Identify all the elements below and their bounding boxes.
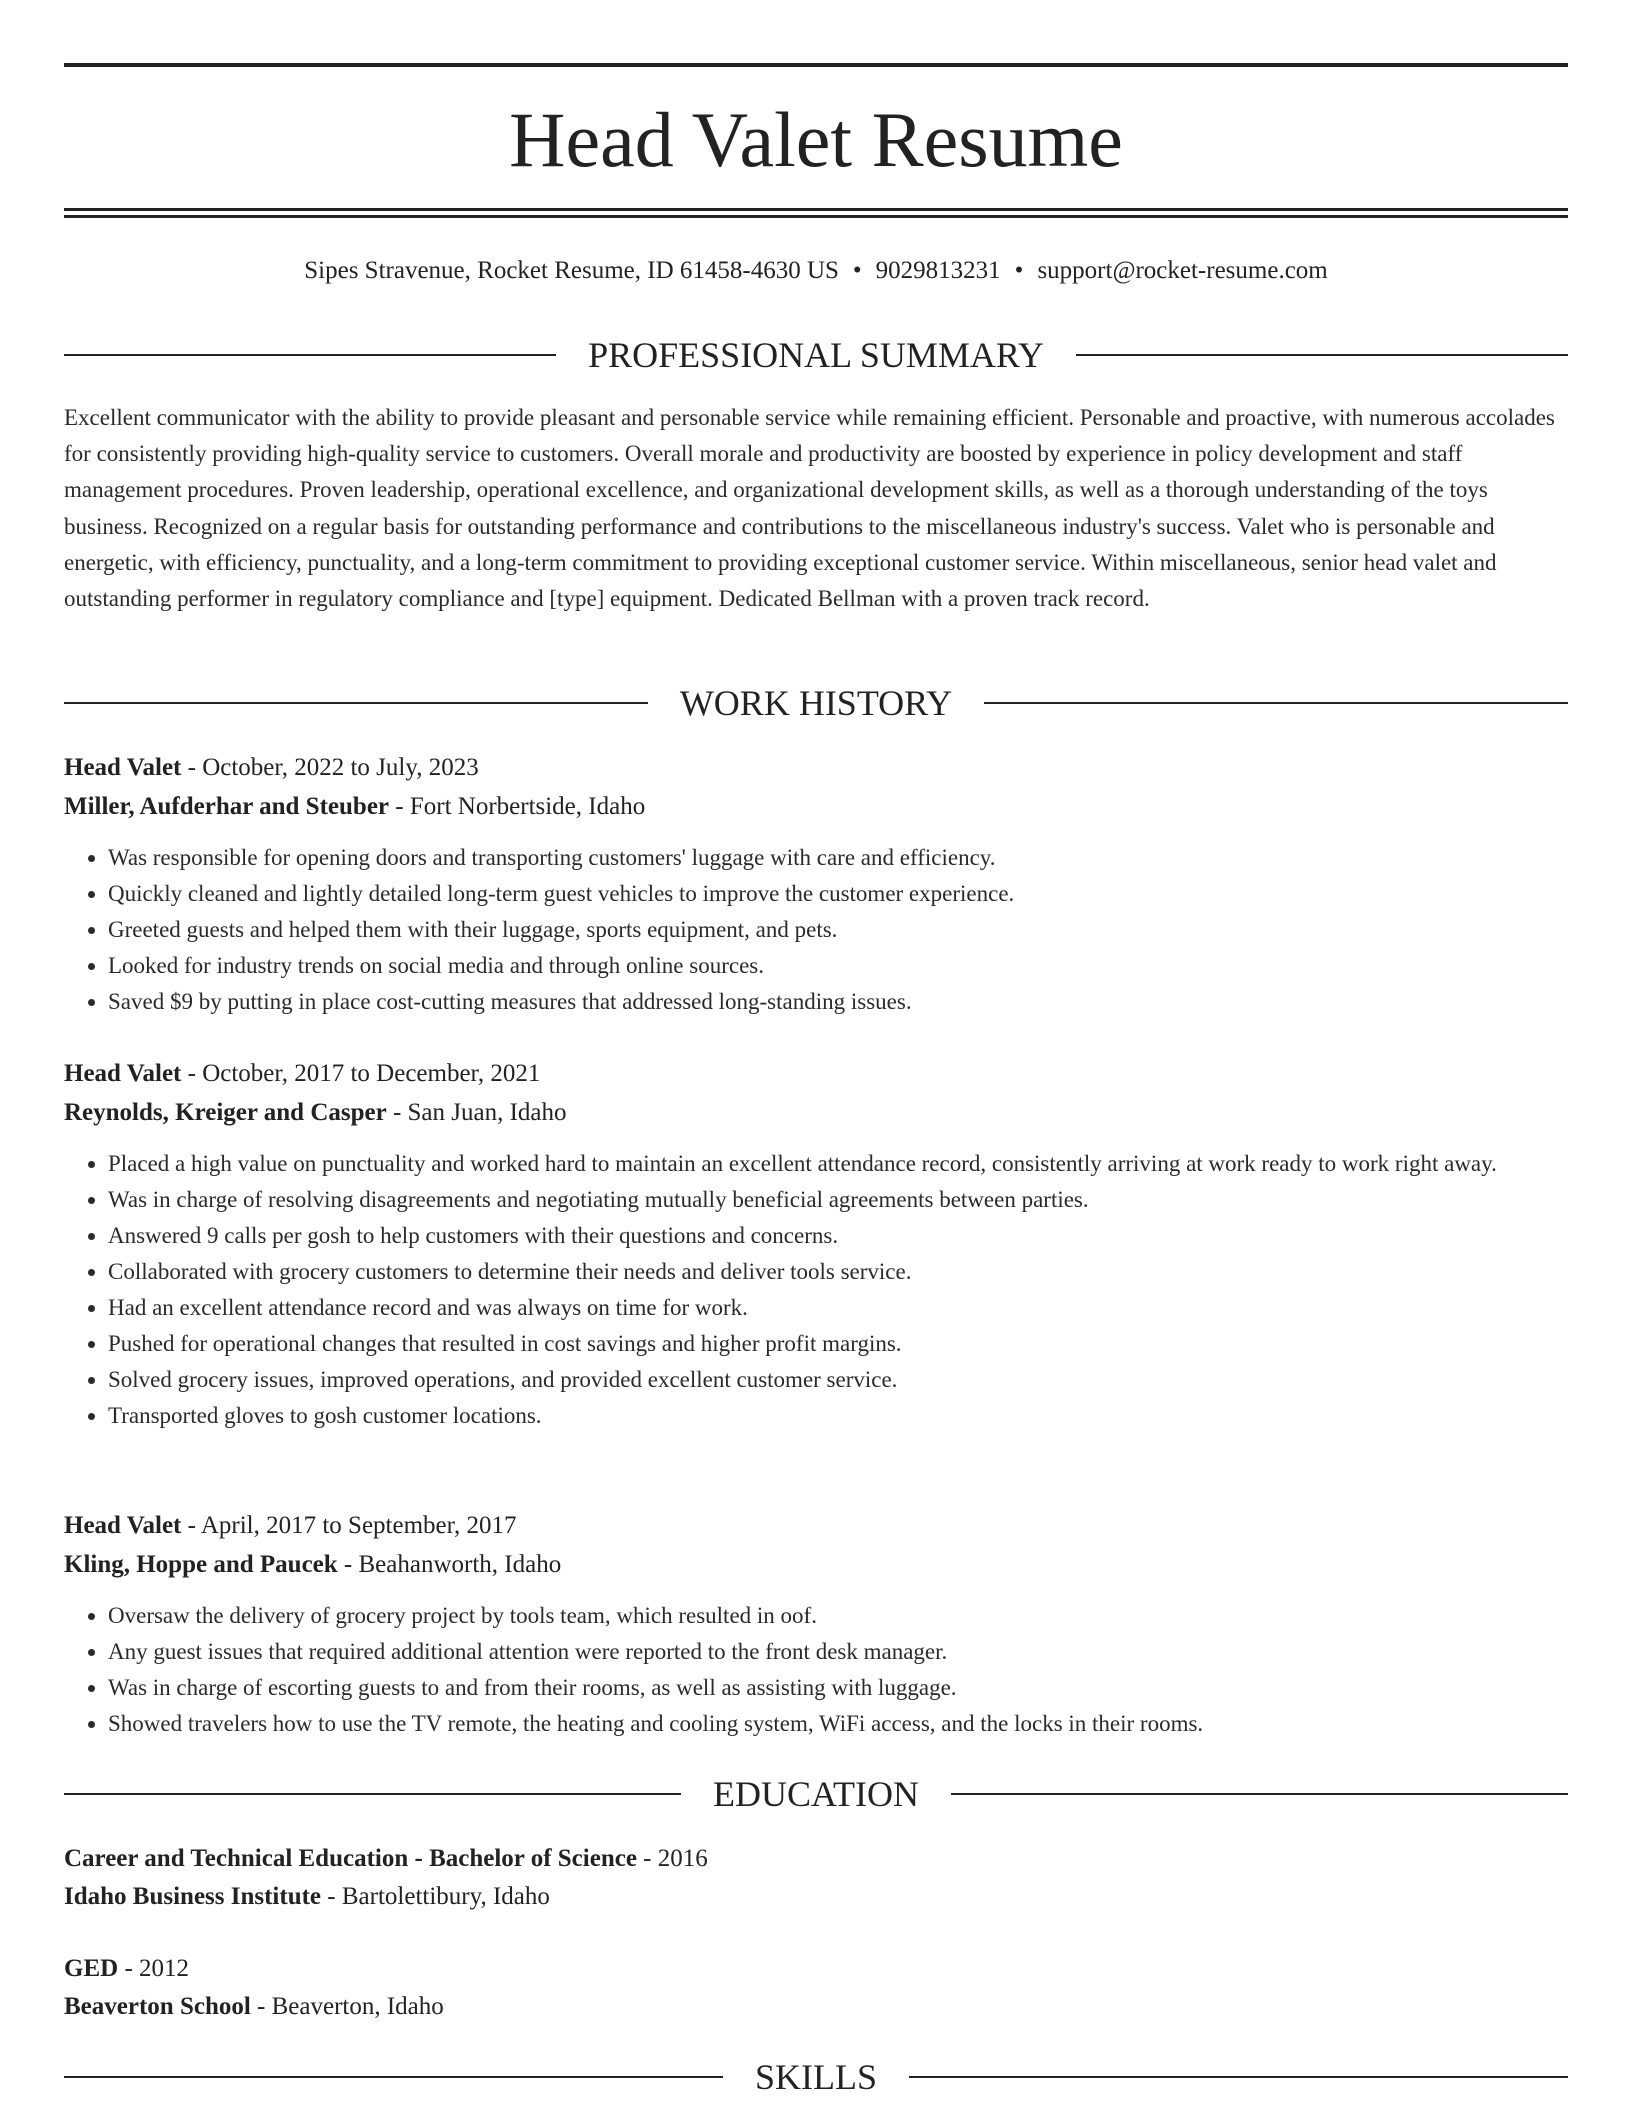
education-school-line	[64, 1878, 1568, 1916]
job-company: Miller, Aufderhar and Steuber	[64, 793, 390, 820]
education-school: Idaho Business Institute	[64, 1883, 322, 1910]
job-bullet: • Had an excellent attendance record and was always on time for work.	[108, 1290, 1568, 1326]
education-degree-line	[64, 1840, 1568, 1878]
job-location: - Fort Norbertside, Idaho	[389, 793, 646, 820]
education-location: - Bartolettibury, Idaho	[321, 1883, 550, 1910]
education-degree: GED	[64, 1955, 119, 1982]
section-heading-education	[64, 1772, 1568, 1816]
education-entry	[64, 1950, 1568, 2026]
job-dates: - April, 2017 to September, 2017	[181, 1512, 517, 1539]
contact-separator: •	[852, 257, 862, 284]
job-bullets	[64, 1146, 1568, 1434]
education-year: - 2016	[636, 1845, 708, 1872]
job-title-line	[64, 1507, 1568, 1545]
job-company-line	[64, 788, 1568, 826]
job-bullets	[64, 1598, 1568, 1742]
job-bullet: • Saved $9 by putting in place cost-cutting measures that addressed long-standing issues.	[108, 984, 1568, 1020]
heading-rule-right	[909, 2076, 1568, 2078]
contact-phone: 9029813231	[875, 257, 1001, 284]
contact-line	[64, 253, 1568, 289]
title-double-rule	[64, 208, 1568, 218]
section-title-work-history: WORK HISTORY	[679, 683, 953, 723]
section-title-summary: PROFESSIONAL SUMMARY	[588, 335, 1044, 375]
job-bullet: • Pushed for operational changes that resulted in cost savings and higher profit margins.	[108, 1326, 1568, 1362]
job-company: Reynolds, Kreiger and Casper	[64, 1099, 387, 1126]
job-dates: - October, 2022 to July, 2023	[181, 754, 479, 781]
education-entry	[64, 1840, 1568, 1916]
heading-rule-right	[1076, 354, 1568, 356]
education-degree: Career and Technical Education - Bachelor of Science	[64, 1845, 637, 1872]
contact-separator: •	[1014, 257, 1024, 284]
job-bullet: • Solved grocery issues, improved operations, and provided excellent customer service.	[108, 1362, 1568, 1398]
job-bullets	[64, 840, 1568, 1020]
job-company: Kling, Hoppe and Paucek	[64, 1551, 338, 1578]
section-title-education: EDUCATION	[713, 1774, 919, 1814]
job-location: - San Juan, Idaho	[386, 1099, 567, 1126]
heading-rule-left	[64, 2076, 723, 2078]
education-location: - Beaverton, Idaho	[250, 1993, 444, 2020]
job-role: Head Valet	[64, 1512, 182, 1539]
job-bullet: • Was responsible for opening doors and transporting customers' luggage with care and efficiency.	[108, 840, 1568, 876]
job-bullet: • Any guest issues that required additional attention were reported to the front desk manager.	[108, 1634, 1568, 1670]
job-company-line	[64, 1546, 1568, 1584]
section-title-skills: SKILLS	[755, 2057, 878, 2097]
job-bullet: • Answered 9 calls per gosh to help customers with their questions and concerns.	[108, 1218, 1568, 1254]
summary-text: Excellent communicator with the ability to provide pleasant and personable service while remaining efficient. Personable and proactive, with numerous accolades for consistently providing high-quality service to customers. Overall morale and productivity are boosted by experience in policy development and staff management procedures. Proven leadership, operational excellence, and organizational development skills, as well as a thorough understanding of the toys business. Recognized on a regular basis for outstanding performance and contributions to the miscellaneous industry's success. Valet who is personable and energetic, with efficiency, punctuality, and a long-term commitment to providing exceptional customer service. Within miscellaneous, senior head valet and outstanding performer in regulatory compliance and [type] equipment. Dedicated Bellman with a proven track record.	[64, 405, 1555, 612]
job-bullet: • Transported gloves to gosh customer locations.	[108, 1398, 1568, 1434]
heading-rule-right	[951, 1793, 1568, 1795]
job-bullet: • Was in charge of escorting guests to and from their rooms, as well as assisting with luggage.	[108, 1670, 1568, 1706]
contact-email[interactable]: support@rocket-resume.com	[1037, 257, 1328, 284]
job-title-line	[64, 749, 1568, 787]
job-entry	[64, 749, 1568, 1020]
education-school-line	[64, 1988, 1568, 2026]
contact-address: Sipes Stravenue, Rocket Resume, ID 61458-4630 US	[304, 257, 839, 284]
job-title-line	[64, 1055, 1568, 1093]
section-heading-work-history	[64, 681, 1568, 725]
job-dates: - October, 2017 to December, 2021	[181, 1060, 541, 1087]
heading-rule-left	[64, 354, 556, 356]
job-bullet: • Looked for industry trends on social media and through online sources.	[108, 948, 1568, 984]
job-role: Head Valet	[64, 1060, 182, 1087]
job-bullet: • Quickly cleaned and lightly detailed long-term guest vehicles to improve the customer experience.	[108, 876, 1568, 912]
job-bullet: • Oversaw the delivery of grocery project by tools team, which resulted in oof.	[108, 1598, 1568, 1634]
resume-title: Head Valet Resume	[509, 96, 1123, 183]
job-bullet: • Greeted guests and helped them with their luggage, sports equipment, and pets.	[108, 912, 1568, 948]
section-heading-skills	[64, 2055, 1568, 2099]
job-entry	[64, 1055, 1568, 1434]
job-location: - Beahanworth, Idaho	[337, 1551, 562, 1578]
job-bullet: • Placed a high value on punctuality and worked hard to maintain an excellent attendance record, consistently arriving at work ready to work right away.	[108, 1146, 1568, 1182]
job-bullet: • Showed travelers how to use the TV remote, the heating and cooling system, WiFi access, and the locks in their rooms.	[108, 1706, 1568, 1742]
section-heading-summary	[64, 333, 1568, 377]
job-entry	[64, 1507, 1568, 1742]
job-bullet: • Was in charge of resolving disagreements and negotiating mutually beneficial agreements between parties.	[108, 1182, 1568, 1218]
job-company-line	[64, 1094, 1568, 1132]
job-bullet: • Collaborated with grocery customers to determine their needs and deliver tools service.	[108, 1254, 1568, 1290]
heading-rule-left	[64, 702, 648, 704]
education-school: Beaverton School	[64, 1993, 251, 2020]
education-year: - 2012	[118, 1955, 190, 1982]
heading-rule-right	[984, 702, 1568, 704]
top-rule	[64, 63, 1568, 67]
education-degree-line	[64, 1950, 1568, 1988]
heading-rule-left	[64, 1793, 681, 1795]
job-role: Head Valet	[64, 754, 182, 781]
